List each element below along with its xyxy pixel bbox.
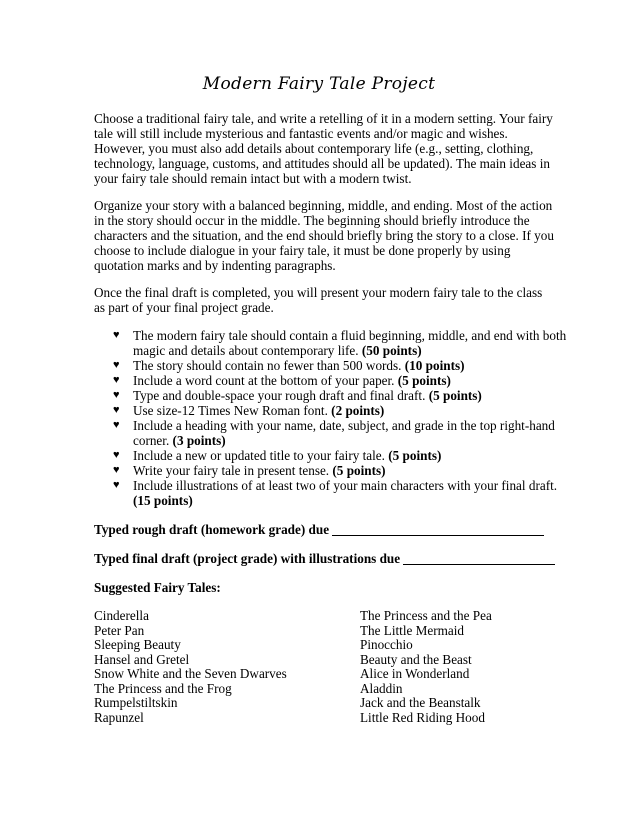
list-item: ♥ The modern fairy tale should contain a fluid beginning, middle, and end with both magic and details about contemporary life. (50 points) bbox=[113, 328, 567, 358]
list-item: Aladdin bbox=[360, 680, 403, 696]
heart-bullet-icon: ♥ bbox=[113, 374, 120, 386]
list-item: Cinderella bbox=[94, 608, 149, 623]
list-item: Little Red Riding Hood bbox=[360, 709, 485, 725]
list-item: Hansel and Gretel bbox=[94, 651, 190, 667]
list-item: Rumpelstiltskin bbox=[94, 695, 178, 710]
heart-bullet-icon: ♥ bbox=[113, 464, 120, 476]
heart-bullet-icon: ♥ bbox=[113, 389, 120, 401]
list-item: Sleeping Beauty bbox=[94, 637, 181, 652]
heart-bullet-icon: ♥ bbox=[113, 479, 120, 491]
list-item: Pinocchio bbox=[360, 637, 413, 652]
list-item: The Little Mermaid bbox=[360, 622, 464, 638]
list-item: ♥ Include a word count at the bottom of your paper. (5 points) bbox=[113, 373, 451, 388]
heart-bullet-icon: ♥ bbox=[113, 404, 120, 416]
heart-bullet-icon: ♥ bbox=[113, 419, 120, 431]
final-draft-due: Typed final draft (project grade) with illustrations due bbox=[94, 551, 555, 566]
final-draft-due-blank bbox=[403, 552, 555, 565]
list-item: Peter Pan bbox=[94, 622, 145, 638]
list-item: ♥ Use size-12 Times New Roman font. (2 points) bbox=[113, 403, 385, 418]
list-item: The Princess and the Pea bbox=[360, 608, 492, 623]
list-item: ♥ The story should contain no fewer than 500 words. (10 points) bbox=[113, 358, 465, 373]
list-item: ♥ Type and double-space your rough draft and final draft. (5 points) bbox=[113, 388, 482, 403]
requirements-list bbox=[113, 328, 573, 508]
list-item: Alice in Wonderland bbox=[360, 666, 470, 681]
list-item: The Princess and the Frog bbox=[94, 680, 232, 696]
list-item: Beauty and the Beast bbox=[360, 651, 472, 667]
tales-list-right bbox=[360, 609, 492, 725]
rough-draft-due: Typed rough draft (homework grade) due bbox=[94, 522, 544, 537]
list-item: ♥ Include a heading with your name, date, subject, and grade in the top right-hand corner. (3 points) bbox=[113, 418, 555, 448]
intro-paragraph: Choose a traditional fairy tale, and write a retelling of it in a modern setting. Your fairy tale will still include mysterious and fantastic events and/or magic and wishes. However, you must also add details about contemporary life (e.g., setting, clothing, technology, language, customs, and attitudes should all be updated). The main ideas in your fairy tale should remain intact but with a modern twist. bbox=[94, 111, 553, 186]
list-item: ♥ Include illustrations of at least two of your main characters with your final draft. (15 points) bbox=[113, 478, 558, 508]
heart-bullet-icon: ♥ bbox=[113, 359, 120, 371]
organize-paragraph: Organize your story with a balanced beginning, middle, and ending. Most of the action in the story should occur in the middle. The beginning should briefly introduce the characters and the situation, and the end should briefly bring the story to a close. If you choose to include dialogue in your fairy tale, it must be done properly by using quotation marks and by indenting paragraphs. bbox=[94, 198, 554, 273]
list-item: Rapunzel bbox=[94, 709, 144, 725]
tales-list-left bbox=[94, 609, 287, 725]
rough-draft-due-blank bbox=[332, 523, 544, 536]
page-title: Modern Fairy Tale Project bbox=[202, 74, 436, 94]
heart-bullet-icon: ♥ bbox=[113, 449, 120, 461]
list-item: ♥ Write your fairy tale in present tense. (5 points) bbox=[113, 463, 386, 478]
list-item: Snow White and the Seven Dwarves bbox=[94, 666, 287, 681]
suggested-tales-heading: Suggested Fairy Tales: bbox=[94, 580, 221, 595]
list-item: Jack and the Beanstalk bbox=[360, 695, 481, 710]
list-item: ♥ Include a new or updated title to your fairy tale. (5 points) bbox=[113, 448, 442, 463]
heart-bullet-icon: ♥ bbox=[113, 329, 120, 341]
presentation-paragraph: Once the final draft is completed, you will present your modern fairy tale to the class as part of your final project grade. bbox=[94, 285, 543, 315]
